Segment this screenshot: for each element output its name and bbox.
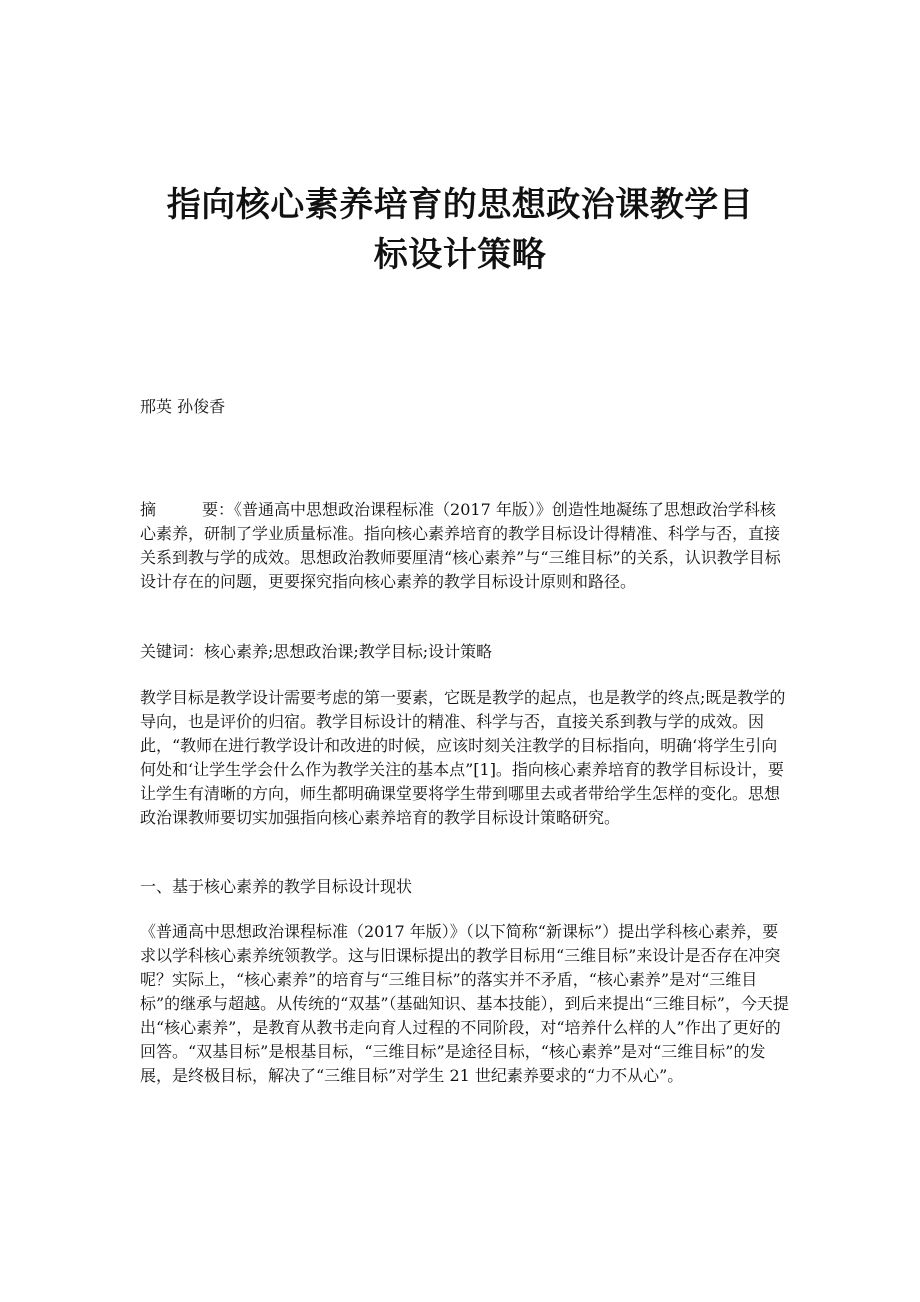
paragraph-2: 《普通高中思想政治课程标准（2017 年版）》（以下简称“新课标”）提出学科核心素养，要求以学科核心素养统领教学。这与旧课标提出的教学目标用“三维目标”来设计是否存在冲突呢？实际上，“核心素养”的培育与“三维目标”的落实并不矛盾，“核心素养”是对“三维目标”的继承与超越。从传统的“双基”（基础知识、基本技能），到后来提出“三维目标”，今天提出“核心素养”，是教育从教书走向育人过程的不同阶段，对“培养什么样的人”作出了更好的回答。“双基目标”是根基目标，“三维目标”是途径目标，“核心素养”是对“三维目标”的发展，是终极目标，解决了“三维目标”对学生 21 世纪素养要求的“力不从心”。: [140, 922, 789, 1085]
paragraph-1: 教学目标是教学设计需要考虑的第一要素，它既是教学的起点，也是教学的终点;既是教学的导向，也是评价的归宿。教学目标设计的精准、科学与否，直接关系到教与学的成效。因此，“教师在进行教学设计和改进的时候，应该时刻关注教学的目标指向，明确‘将学生引向何处和‘让学生学会什么作为教学关注的基本点”[1]。指向核心素养培育的教学目标设计，要让学生有清晰的方向，师生都明确课堂要将学生带到哪里去或者带给学生怎样的变化。思想政治课教师要切实加强指向核心素养培育的教学目标设计策略研究。: [140, 688, 786, 827]
abstract-label-1: 摘: [140, 500, 157, 519]
abstract-label-2: 要：: [202, 500, 235, 519]
title-line-1: 指向核心素养培育的思想政治课教学目: [166, 185, 754, 225]
document-title: [120, 180, 800, 280]
title-line-2: 标设计策略: [373, 235, 547, 275]
authors: 邢英 孙俊香: [140, 397, 226, 416]
keywords: 关键词：核心素养;思想政治课;教学目标;设计策略: [140, 642, 493, 661]
abstract-text: 《普通高中思想政治课程标准（2017 年版）》创造性地凝练了思想政治学科核心素养，研制了学业质量标准。指向核心素养培育的教学目标设计得精准、科学与否，直接关系到教与学的成效。思想政治教师要厘清“核心素养”与“三维目标”的关系，认识教学目标设计存在的问题，更要探究指向核心素养的教学目标设计原则和路径。: [140, 500, 781, 591]
abstract: [140, 498, 790, 594]
section-heading-1: 一、基于核心素养的教学目标设计现状: [140, 877, 413, 896]
